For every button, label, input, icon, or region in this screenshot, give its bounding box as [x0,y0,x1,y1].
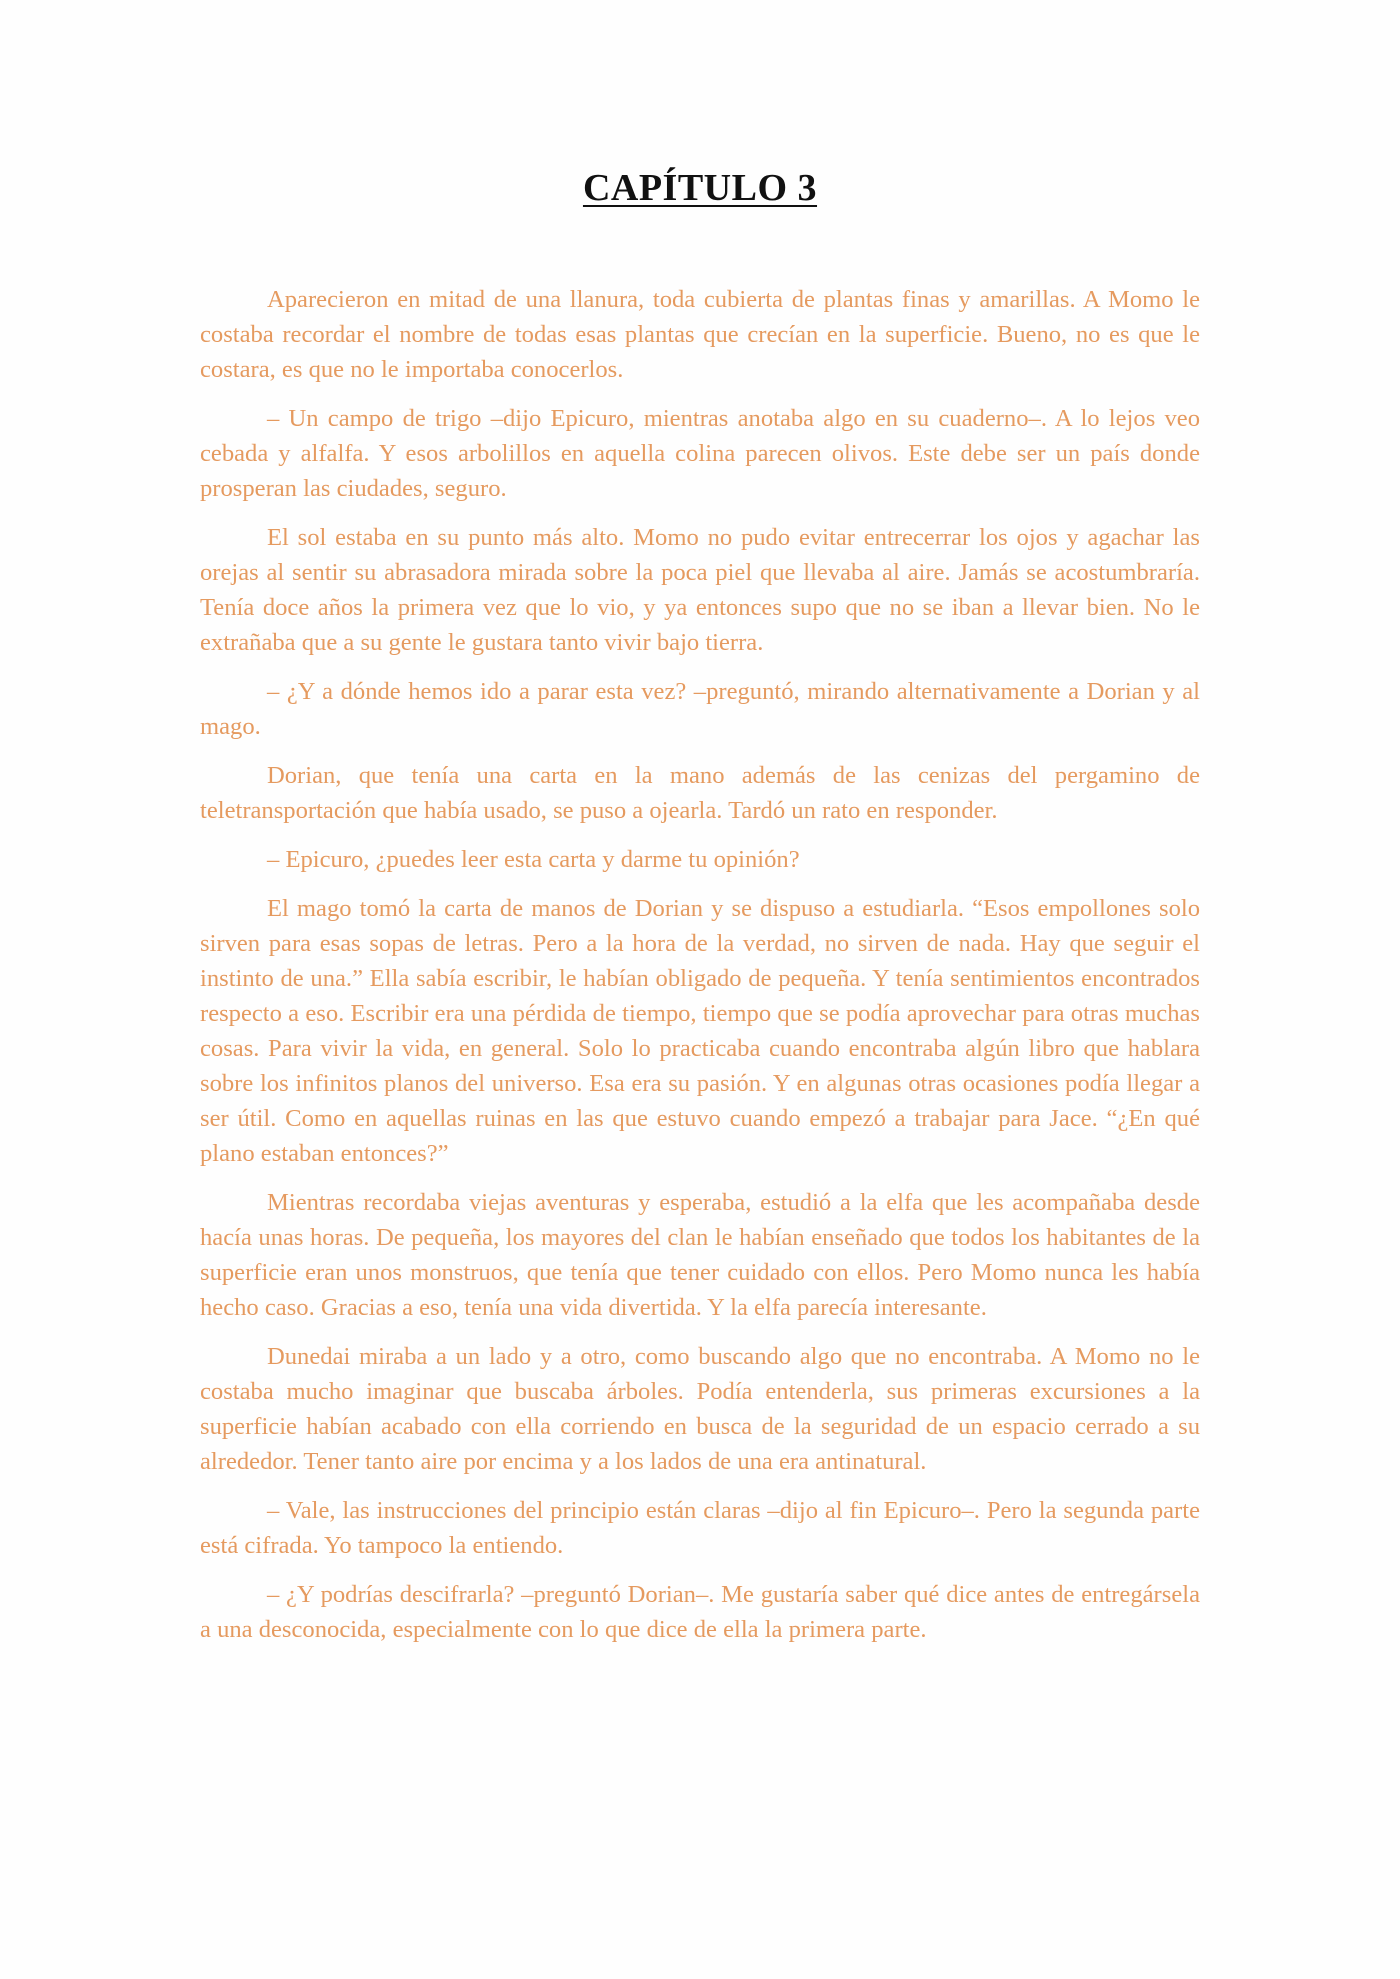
dialogue-paragraph: – ¿Y a dónde hemos ido a parar esta vez? –preguntó, mirando alternativamente a Dorian y al mago. [200,678,1200,740]
paragraph: El sol estaba en su punto más alto. Momo no pudo evitar entrecerrar los ojos y agachar las orejas al sentir su abrasadora mirada sobre la poca piel que llevaba al aire. Jamás se acostumbraría. Tenía doce años la primera vez que lo vio, y ya entonces supo que no se iban a llevar bien. No le extrañaba que a su gente le gustara tanto vivir bajo tierra. [200,524,1200,656]
dialogue-paragraph: – Un campo de trigo –dijo Epicuro, mientras anotaba algo en su cuaderno–. A lo lejos veo cebada y alfalfa. Y esos arbolillos en aquella colina parecen olivos. Este debe ser un país donde prosperan las ciudades, seguro. [200,405,1200,502]
paragraph: Aparecieron en mitad de una llanura, toda cubierta de plantas finas y amarillas. A Momo le costaba recordar el nombre de todas esas plantas que crecían en la superficie. Bueno, no es que le costara, es que no le importaba conocerlos. [200,286,1200,383]
paragraph: Mientras recordaba viejas aventuras y esperaba, estudió a la elfa que les acompañaba desde hacía unas horas. De pequeña, los mayores del clan le habían enseñado que todos los habitantes de la superficie eran unos monstruos, que tenía que tener cuidado con ellos. Pero Momo nunca les había hecho caso. Gracias a eso, tenía una vida divertida. Y la elfa parecía interesante. [200,1189,1200,1321]
paragraph: Dorian, que tenía una carta en la mano además de las cenizas del pergamino de teletransportación que había usado, se puso a ojearla. Tardó un rato en responder. [200,762,1200,824]
dialogue-paragraph: – Epicuro, ¿puedes leer esta carta y darme tu opinión? [267,846,800,873]
dialogue-paragraph: – ¿Y podrías descifrarla? –preguntó Dorian–. Me gustaría saber qué dice antes de entregársela a una desconocida, especialmente con lo que dice de ella la primera parte. [200,1581,1200,1643]
chapter-body [200,282,1200,1661]
chapter-title: CAPÍTULO 3 [582,167,818,209]
paragraph: El mago tomó la carta de manos de Dorian y se dispuso a estudiarla. “Esos empollones solo sirven para esas sopas de letras. Pero a la hora de la verdad, no sirven de nada. Hay que seguir el instinto de una.” Ella sabía escribir, le habían obligado de pequeña. Y tenía sentimientos encontrados respecto a eso. Escribir era una pérdida de tiempo, tiempo que se podía aprovechar para otras muchas cosas. Para vivir la vida, en general. Solo lo practicaba cuando encontraba algún libro que hablara sobre los infinitos planos del universo. Esa era su pasión. Y en algunas otras ocasiones podía llegar a ser útil. Como en aquellas ruinas en las que estuvo cuando empezó a trabajar para Jace. “¿En qué plano estaban entonces?” [200,895,1200,1167]
paragraph: Dunedai miraba a un lado y a otro, como buscando algo que no encontraba. A Momo no le costaba mucho imaginar que buscaba árboles. Podía entenderla, sus primeras excursiones a la superficie habían acabado con ella corriendo en busca de la seguridad de un espacio cerrado a su alrededor. Tener tanto aire por encima y a los lados de una era antinatural. [200,1343,1200,1475]
dialogue-paragraph: – Vale, las instrucciones del principio están claras –dijo al fin Epicuro–. Pero la segunda parte está cifrada. Yo tampoco la entiendo. [200,1497,1200,1559]
